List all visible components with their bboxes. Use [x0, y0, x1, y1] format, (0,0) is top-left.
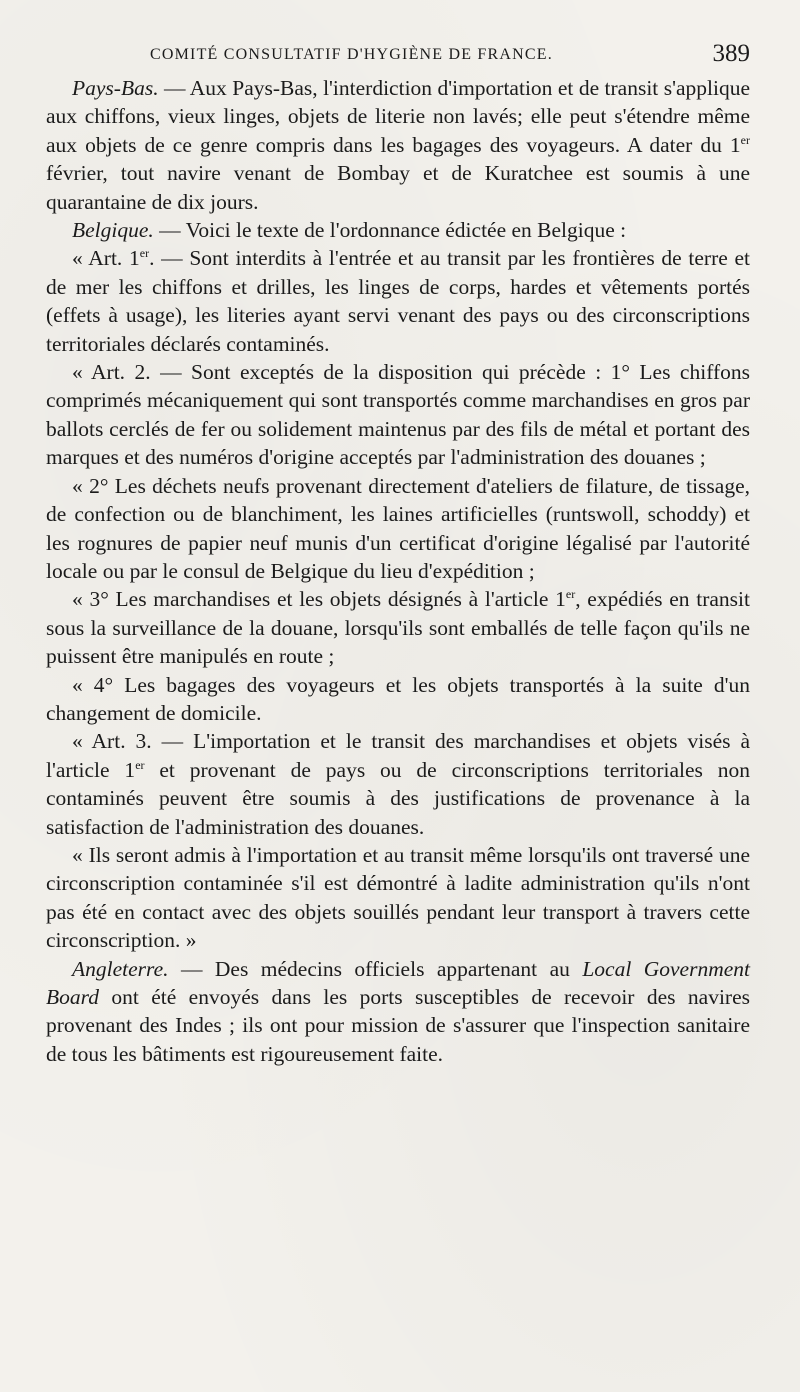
paragraph-text: « 3° Les marchandises et les objets désignés à l'article 1: [72, 587, 566, 612]
paragraph-pays-bas: [46, 74, 750, 216]
paragraph-text: « 2° Les déchets neufs provenant directement d'ateliers de filature, de tissage, de confection ou de blanchiment, les laines artificielles (runtswoll, schoddy) et les rognures de papier neuf munis d'un certificat d'origine légalisé par l'autorité locale ou par le consul de Belgique du lieu d'expédition ;: [46, 473, 750, 583]
paragraph-art-1: [46, 244, 750, 358]
paragraph-art-2-item-2: [46, 472, 750, 586]
paragraph-text: — Aux Pays-Bas, l'interdiction d'importation et de transit s'applique aux chiffons, vieux linges, objets de literie non lavés; elle peut s'étendre même aux objets de ce genre compris dans les bagages des voyageurs. A dater du 1: [46, 76, 750, 157]
page-number: 389: [712, 40, 750, 67]
superscript: er: [135, 757, 145, 772]
paragraph-art-3: [46, 727, 750, 841]
body-text: [46, 74, 750, 1068]
superscript: er: [139, 246, 150, 261]
paragraph-text: « 4° Les bagages des voyageurs et les objets transportés à la suite d'un changement de domicile.: [46, 672, 750, 725]
paragraph-angleterre: [46, 955, 750, 1069]
superscript: er: [740, 132, 750, 147]
paragraph-belgique: [46, 216, 750, 244]
paragraph-text-continued: février, tout navire venant de Bombay et de Kuratchee est soumis à une quarantaine de dix jours.: [46, 161, 750, 214]
paragraph-text-continued: . — Sont interdits à l'entrée et au transit par les frontières de terre et de mer les chiffons et drilles, les linges de corps, hardes et vêtements portés (effets à usage), les literies ayant servi venant des pays ou des circonscriptions territoriales déclarés contaminés.: [46, 246, 750, 356]
paragraph-text: — Des médecins officiels appartenant au: [168, 956, 583, 981]
paragraph-text: « Art. 2. — Sont exceptés de la disposition qui précède : 1° Les chiffons comprimés mécaniquement qui sont transportés comme marchandises en gros par ballots cerclés de fer ou solidement maintenus par des fils de métal et portant des marques et des numéros d'origine acceptés par l'administration des douanes ;: [46, 360, 750, 470]
italic-title: Local Government Board: [46, 956, 750, 1009]
running-head: [46, 40, 750, 74]
paragraph-text-continued: et provenant de pays ou de circonscriptions territoriales non contaminés peuvent être soumis à des justifications de provenance à la satisfaction de l'administration des douanes.: [46, 757, 750, 839]
paragraph-text-continued: , expédiés en transit sous la surveillance de la douane, lorsqu'ils sont emballés de telle façon qu'ils ne puissent être manipulés en route ;: [46, 587, 750, 669]
section-lead-pays-bas: Pays-Bas.: [72, 76, 159, 100]
paragraph-art-3-continued: [46, 841, 750, 955]
superscript: er: [565, 587, 576, 602]
paragraph-text: — Voici le texte de l'ordonnance édictée en Belgique :: [153, 218, 627, 243]
section-lead-belgique: Belgique.: [72, 218, 154, 243]
paragraph-text-continued: ont été envoyés dans les ports susceptibles de recevoir des navires provenant des Indes ; ils ont pour mission de s'assurer que l'inspection sanitaire de tous les bâtiments est rigoureusement faite.: [46, 985, 750, 1066]
paragraph-text: « Ils seront admis à l'importation et au transit même lorsqu'ils ont traversé une circonscription contaminée s'il est démontré à ladite administration qu'ils n'ont pas été en contact avec des objets souillés pendant leur transport à travers cette circonscription. »: [46, 842, 750, 953]
paragraph-art-2: [46, 358, 750, 472]
section-lead-angleterre: Angleterre.: [72, 956, 169, 981]
paragraph-text: « Art. 3. — L'importation et le transit des marchandises et objets visés à l'article 1: [46, 729, 750, 782]
running-title: COMITÉ CONSULTATIF D'HYGIÈNE DE FRANCE.: [150, 46, 553, 63]
paragraph-art-2-item-3: [46, 585, 750, 670]
paragraph-text: « Art. 1: [72, 246, 140, 271]
paragraph-art-2-item-4: [46, 671, 750, 728]
